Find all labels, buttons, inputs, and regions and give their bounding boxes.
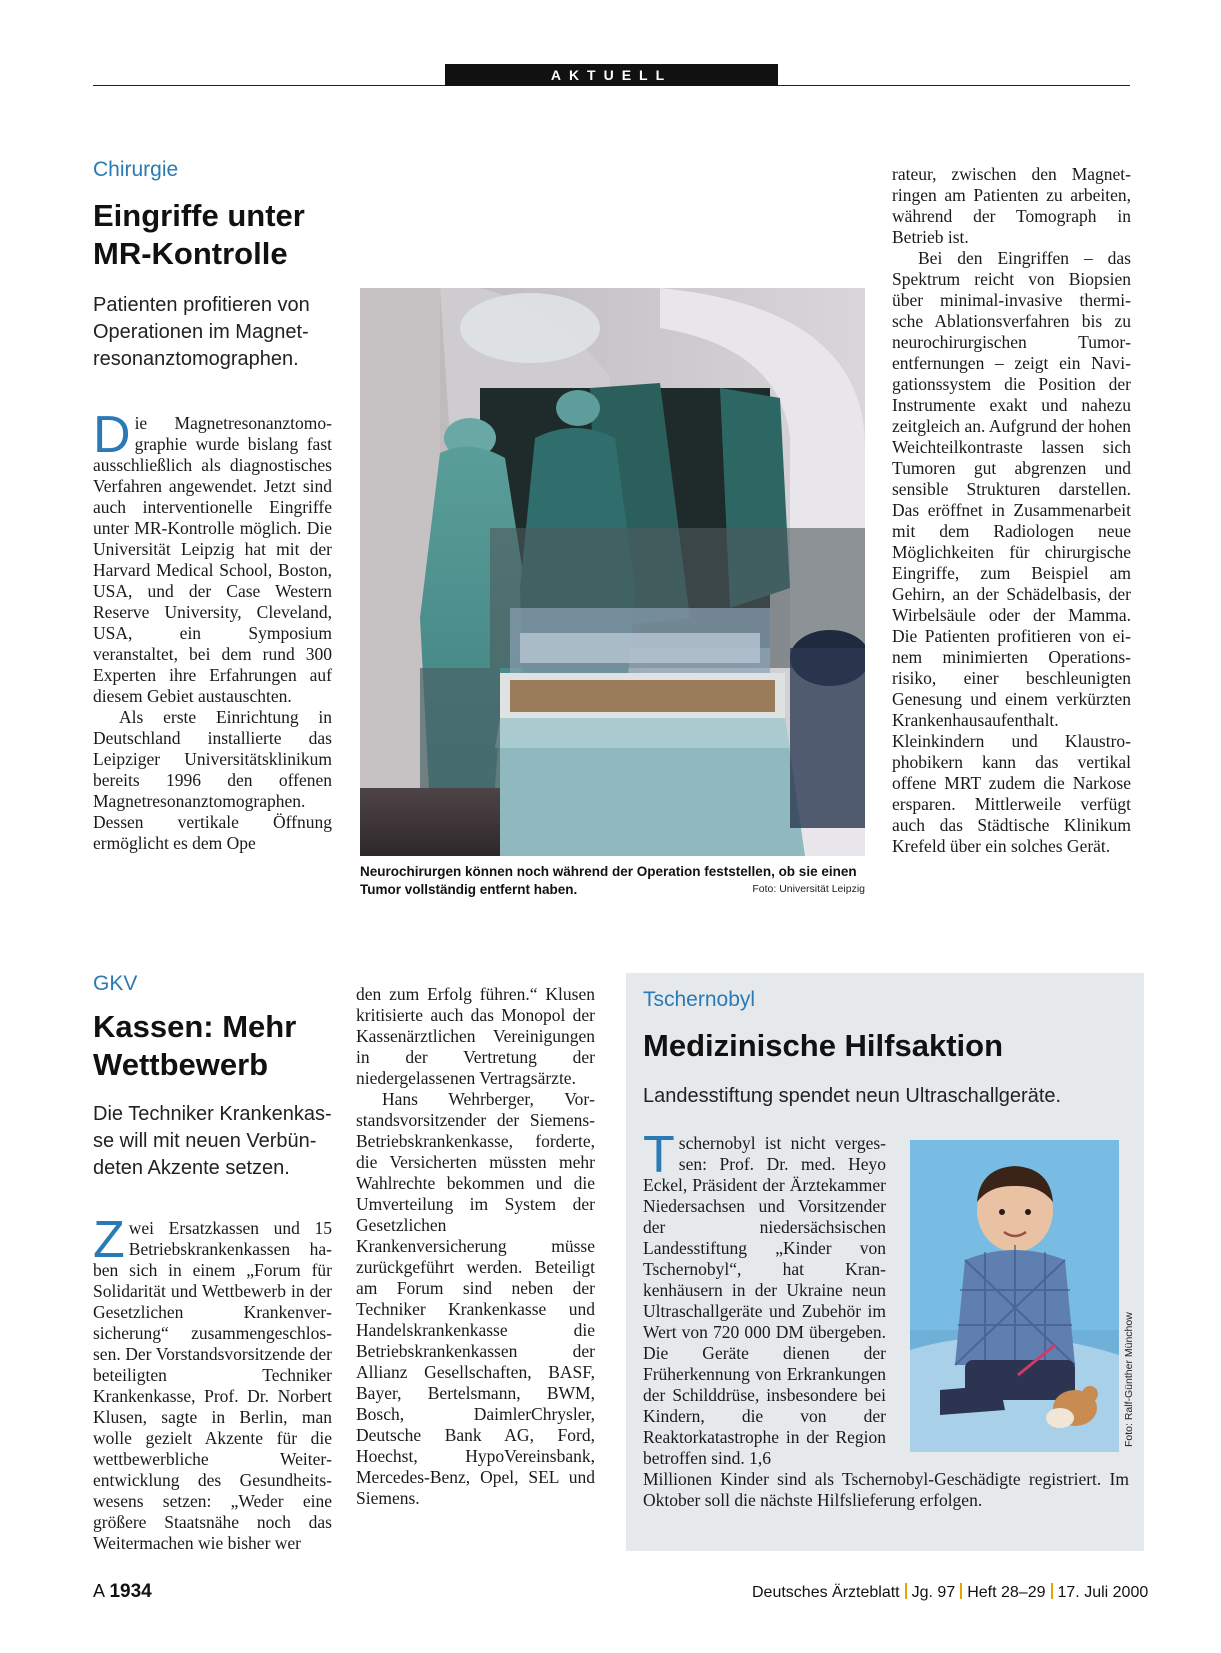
article1-kicker: Chirurgie — [93, 158, 179, 181]
volume: Jg. 97 — [911, 1584, 956, 1601]
article2-col2: den zum Erfolg führen.“ Klusen kritisierte auch das Monopol der Kassenärztlichen Vereinigungen in der Vertretung der niedergelassenen Vertragsärzte. Hans Wehrberger, Vorstandsvorsitzender der Siemens-Betriebskrankenkasse, forderte, die Versicherten müssten mehr Wahlrechte bekommen und die Umverteilung im System der Gesetzlichen Krankenversicherung müsse zurückgeführt werden. Beteiligt am Forum sind neben der Techniker Krankenkasse und Handelskrankenkasse die Betriebskrankenkassen der Allianz Gesellschaften, BASF, Bayer, Bertelsmann, BWM, Bosch, DaimlerChrysler, Deutsche Bank AG, Ford, Hoechst, HypoVereinsbank, Mercedes-Benz, Opel, SEL und Siemens. — [356, 984, 595, 1508]
child-photo — [910, 1140, 1119, 1452]
article3-headline: Medizinische Hilfsaktion — [643, 1028, 1004, 1063]
separator — [1051, 1583, 1053, 1599]
article1-deck: Patienten profitieren von Operationen im Magnetresonanztomographen. — [93, 294, 310, 370]
page-number: A 1934 — [93, 1581, 152, 1602]
article2-dropcap: Z — [93, 1211, 125, 1269]
article1-photo-credit: Foto: Universität Leipzig — [752, 883, 865, 895]
article3-dropcap: T — [643, 1126, 675, 1184]
issue: Heft 28–29 — [967, 1584, 1046, 1601]
article2-kicker: GKV — [93, 972, 138, 995]
article1-col3: rateur, zwischen den Magnetringen am Patienten zu arbeiten, während der Tomograph in Betrieb ist. Bei den Eingriffen – das Spektrum reicht von Biopsien über minimal-invasive thermische Ablationsverfahren bis zu neurochirurgischen Tumorentfernungen – zeigt ein Navigationssystem die Position der Instrumente exakt und nahezu zeitgleich an. Aufgrund der hohen Weichteilkontraste lassen sich Tumoren gut abgrenzen und sensible Strukturen darstellen. Das eröffnet in Zusammenarbeit mit dem Radiologen neue Möglichkeiten für chirurgische Eingriffe, zum Beispiel am Gehirn, an der Schädelbasis, der Wirbelsäule oder der Mamma. Die Patienten profitieren von einem minimierten Operationsrisiko, einer beschleunigten Genesung und einem verkürzten Krankenhausaufenthalt. Kleinkindern und Klaustrophobikern kann das vertikal offene MRT zudem die Narkose ersparen. Mittlerweile verfügt auch das Städtische Klinikum Krefeld über ein solches Gerät. — [892, 164, 1131, 856]
operating-room-photo — [360, 288, 865, 856]
article1-headline: Eingriffe unter MR-Kontrolle — [93, 198, 305, 271]
separator — [960, 1583, 962, 1599]
article3-photo-credit: Foto: Ralf-Günther Münchow — [1123, 1312, 1135, 1447]
article2-headline: Kassen: Mehr Wettbewerb — [93, 1009, 297, 1082]
article3-deck: Landesstiftung spendet neun Ultraschallgeräte. — [643, 1085, 1062, 1107]
journal-name: Deutsches Ärzteblatt — [752, 1584, 900, 1601]
article2-deck: Die Techniker Krankenkasse will mit neuen Verbündeten Akzente setzen. — [93, 1103, 332, 1179]
article2-col1: Zwei Ersatzkassen und 15 Betriebskrankenkassen haben sich in einem „Forum für Solidarität und Wettbewerb in der Gesetzlichen Krankenversicherung“ zusammengeschlossen. Der Vorstandsvorsitzende der beteiligten Techniker Krankenkasse, Prof. Dr. Norbert Klusen, sagte in Berlin, man wolle gezielt Akzente für die wettbewerbliche Weiterentwicklung des Gesundheitswesens setzen: „Weder eine größere Staatsnähe noch das Weitermachen wie bisher wer — [93, 1211, 332, 1553]
article3-body-wrap: Tschernobyl ist nicht vergessen: Prof. Dr. med. Heyo Eckel, Präsident der Ärztekammer Niedersachsen und Vorsitzender der niedersächsischen Landesstiftung „Kinder von Tschernobyl“, hat Krankenhäusern in der Ukraine neun Ultraschallgeräte und Zubehör im Wert von 720 000 DM übergeben. Die Geräte dienen der Früherkennung von Erkrankungen der Schilddrüse, insbesondere bei Kindern, die von der Reaktorkatastrophe in der Region betroffen sind. 1,6 — [643, 1126, 886, 1468]
issue-date: 17. Juli 2000 — [1057, 1584, 1149, 1601]
article1-dropcap: D — [93, 406, 131, 464]
article1-col1: Die Magnetresonanztomographie wurde bislang fast ausschließlich als diagnostisches Verfahren angewendet. Jetzt sind auch interventionelle Eingriffe unter MR-Kontrolle möglich. Die Universität Leipzig hat mit der Harvard Medical School, Boston, USA, und der Case Western Reserve University, Cleveland, USA, ein Symposium veranstaltet, bei dem rund 300 Experten ihre Erfahrungen auf diesem Gebiet austauschten. Als erste Einrichtung in Deutschland installierte das Leipziger Universitätsklinikum bereits 1996 den offenen Magnetresonanztomographen. Dessen vertikale Öffnung ermöglicht es dem Ope — [93, 406, 332, 853]
article3-body-full: Millionen Kinder sind als Tschernobyl-Geschädigte registriert. Im Oktober soll die nächste Hilfslieferung erfolgen. — [643, 1469, 1129, 1510]
article1-caption: Neurochirurgen können noch während der Operation feststellen, ob sie einen Tumor vollständig entfernt haben. — [360, 864, 857, 897]
section-banner: AKTUELL — [445, 64, 778, 86]
separator — [905, 1583, 907, 1599]
article3-kicker: Tschernobyl — [643, 988, 756, 1011]
footer-citation — [752, 1583, 1149, 1602]
